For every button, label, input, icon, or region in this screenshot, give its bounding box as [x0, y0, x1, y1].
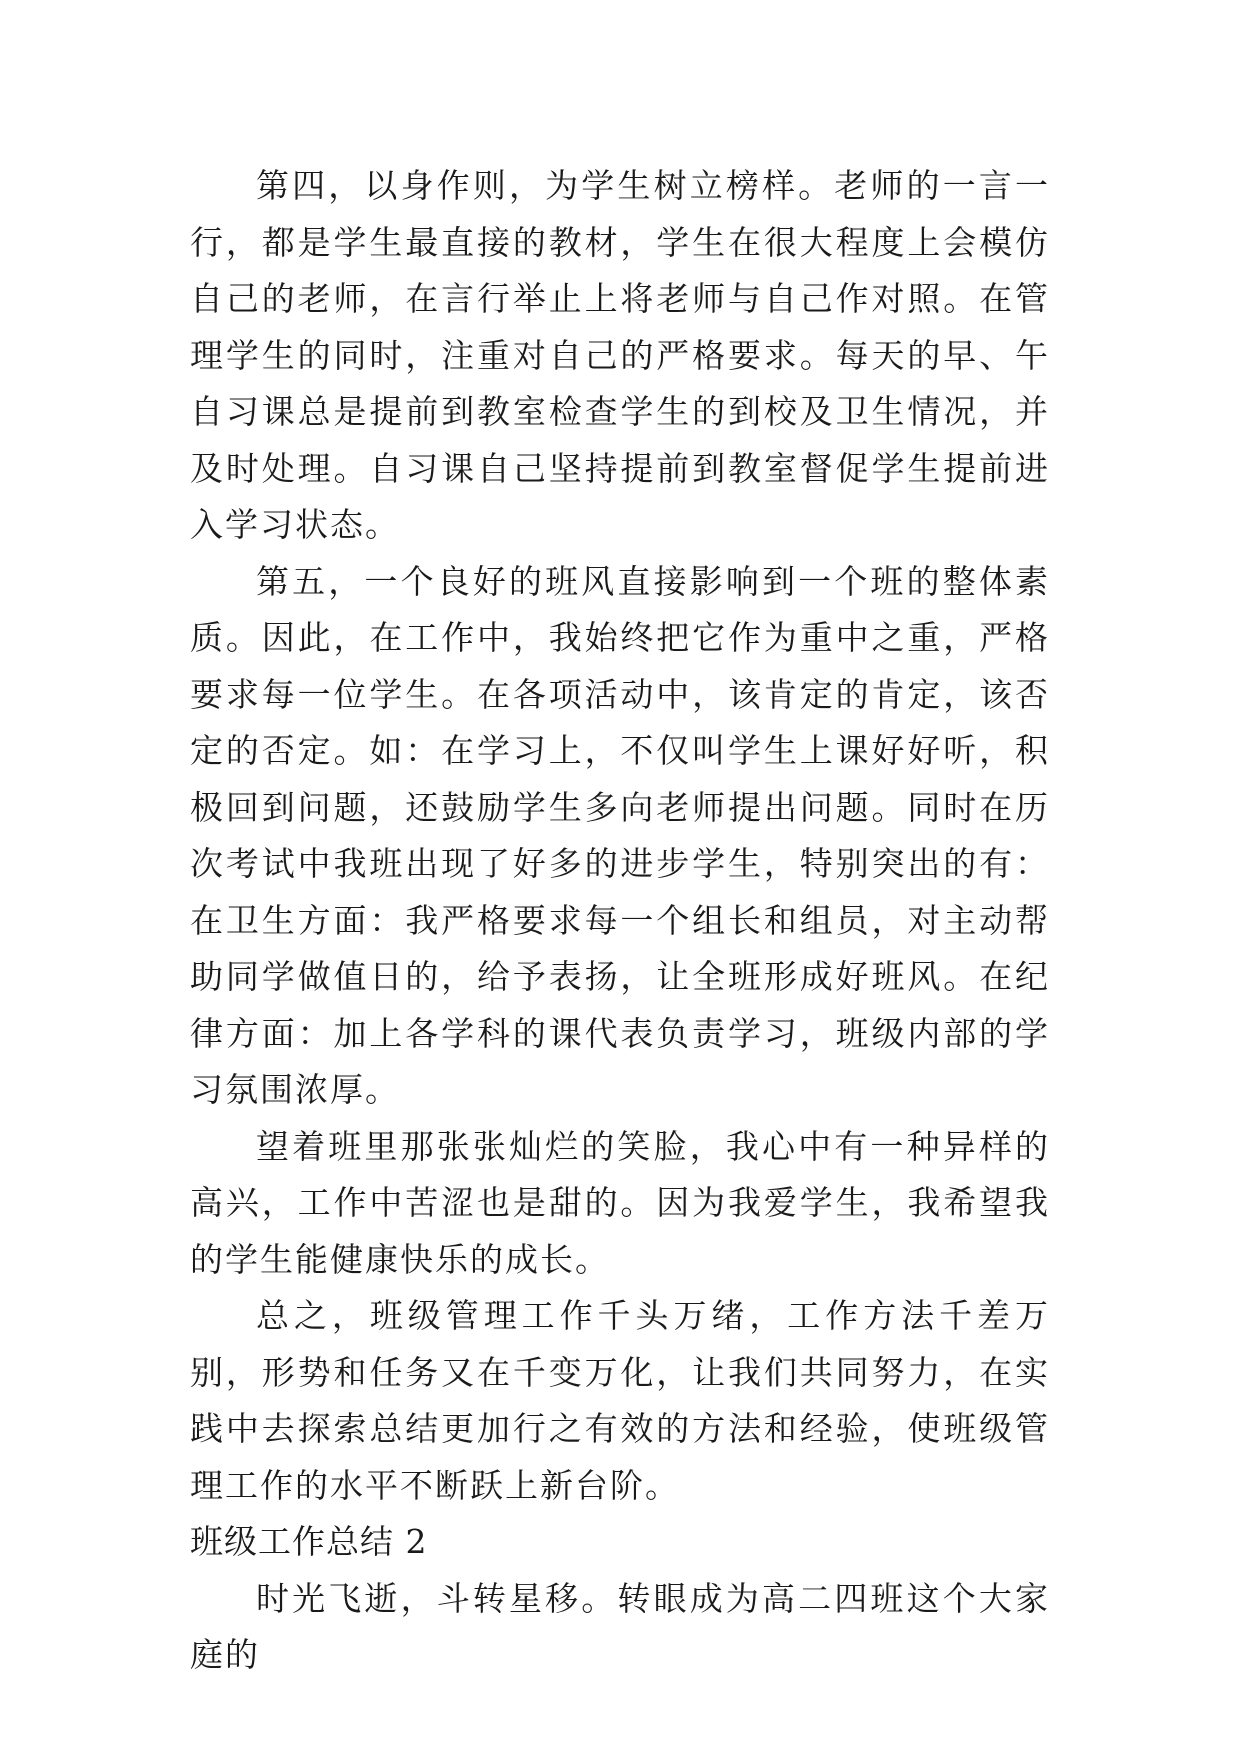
- paragraph-smiling-faces: 望着班里那张张灿烂的笑脸，我心中有一种异样的高兴，工作中苦涩也是甜的。因为我爱学生，我希望我的学生能健康快乐的成长。: [190, 1126, 1050, 1279]
- paragraph-leading-by-example: 第四，以身作则，为学生树立榜样。老师的一言一行，都是学生最直接的教材，学生在很大程度上会模仿自己的老师，在言行举止上将老师与自己作对照。在管理学生的同时，注重对自己的严格要求。每天的早、午自习课总是提前到教室检查学生的到校及卫生情况，并及时处理。自习课自己坚持提前到教室督促学生提前进入学习状态。: [190, 166, 1050, 544]
- paragraph-conclusion: 总之，班级管理工作千头万绪，工作方法千差万别，形势和任务又在千变万化，让我们共同努力，在实践中去探索总结更加行之有效的方法和经验，使班级管理工作的水平不断跃上新台阶。: [190, 1296, 1050, 1505]
- paragraph-class-atmosphere: 第五，一个良好的班风直接影响到一个班的整体素质。因此，在工作中，我始终把它作为重中之重，严格要求每一位学生。在各项活动中，该肯定的肯定，该否定的否定。如：在学习上，不仅叫学生上课好好听，积极回到问题，还鼓励学生多向老师提出问题。同时在历次考试中我班出现了好多的进步学生，特别突出的有：在卫生方面：我严格要求每一个组长和组员，对主动帮助同学做值日的，给予表扬，让全班形成好班风。在纪律方面：加上各学科的课代表负责学习，班级内部的学习氛围浓厚。: [190, 561, 1050, 1109]
- document-body: [190, 158, 1050, 1684]
- paragraph-time-flies: 时光飞逝，斗转星移。转眼成为高二四班这个大家庭的: [190, 1578, 1050, 1674]
- section-heading: 班级工作总结 2: [190, 1522, 428, 1561]
